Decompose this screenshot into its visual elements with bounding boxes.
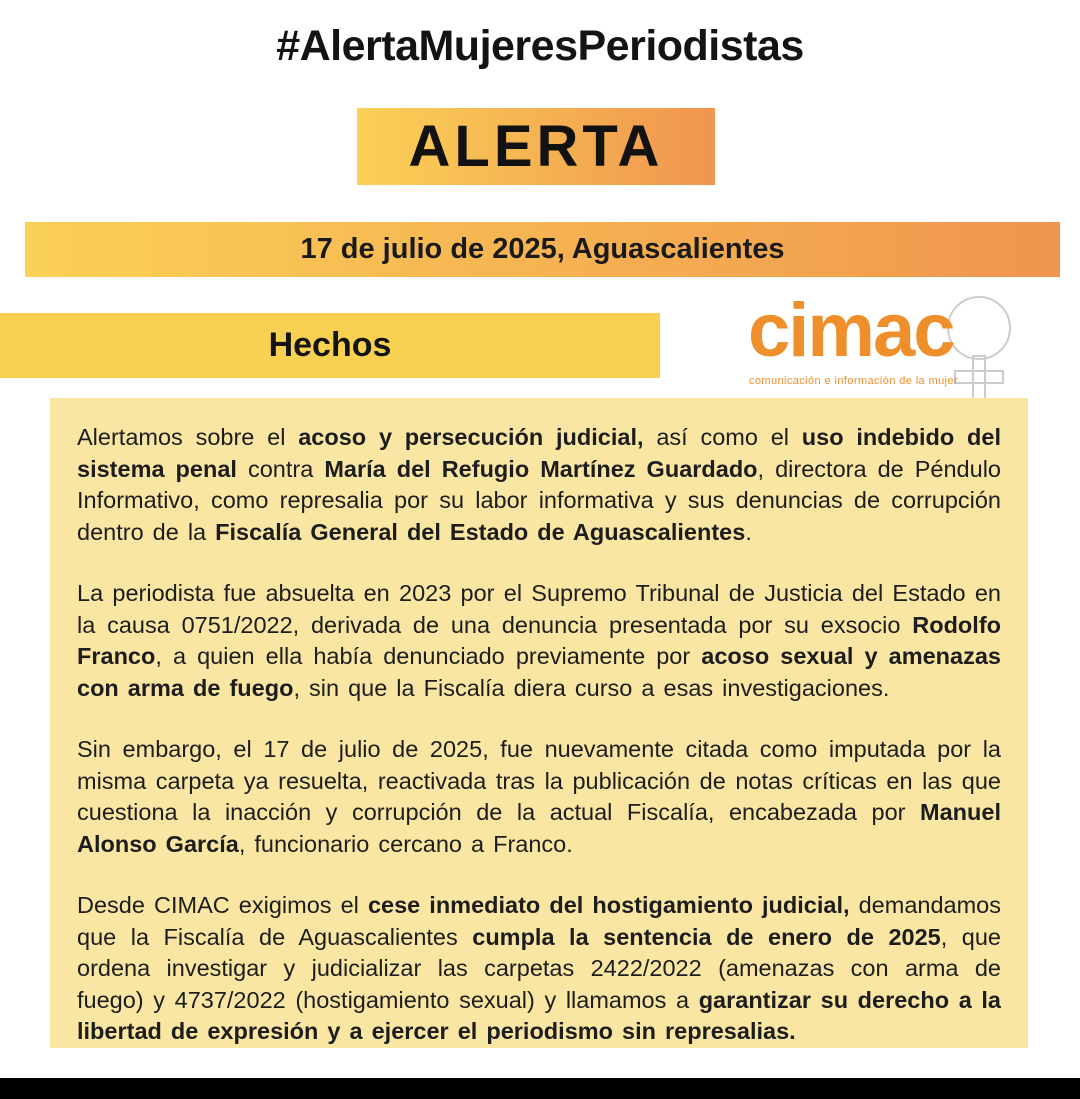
body-paragraph: La periodista fue absuelta en 2023 por el Supremo Tribunal de Justicia del Estado en la causa 0751/2022, derivada de una denuncia presentada por su exsocio Rodolfo Franco, a quien ella había denunciado previamente por acoso sexual y amenazas con arma de fuego, sin que la Fiscalía diera curso a esas investigaciones. [77,580,1001,701]
body-text [50,398,1028,1048]
dateline-bar: 17 de julio de 2025, Aguascalientes [25,222,1060,277]
body-paragraph: Desde CIMAC exigimos el cese inmediato del hostigamiento judicial, demandamos que la Fiscalía de Aguascalientes cumpla la sentencia de enero de 2025, que ordena investigar y judicializar las carpetas 2422/2022 (amenazas con arma de fuego) y 4737/2022 (hostigamiento sexual) y llamamos a garantizar su derecho a la libertad de expresión y a ejercer el periodismo sin represalias. [77,892,1001,1044]
logo-tagline: comunicación e información de la mujer [749,375,959,387]
cimac-wordmark: cimac [748,292,954,373]
section-title-hechos: Hechos [0,313,660,378]
cimac-logo [748,292,1016,408]
body-paragraph: Alertamos sobre el acoso y persecución judicial, así como el uso indebido del sistema penal contra María del Refugio Martínez Guardado, directora de Péndulo Informativo, como represalia por su labor informativa y sus denuncias de corrupción dentro de la Fiscalía General del Estado de Aguascalientes. [77,424,1002,545]
alerta-banner: ALERTA [357,108,715,185]
footer-black-bar [0,1078,1080,1099]
body-paragraph: Sin embargo, el 17 de julio de 2025, fue nuevamente citada como imputada por la misma carpeta ya resuelta, reactivada tras la publicación de notas críticas en las que cuestiona la inacción y corrupción de la actual Fiscalía, encabezada por Manuel Alonso García, funcionario cercano a Franco. [77,736,1001,857]
hashtag-title: #AlertaMujeresPeriodistas [276,22,804,70]
